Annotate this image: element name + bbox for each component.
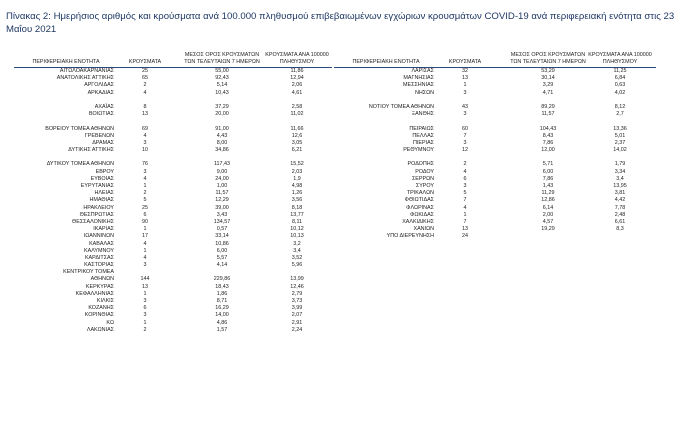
cases-cell: 5: [143, 197, 147, 204]
avg7-cell: 92,43: [215, 75, 229, 82]
avg7-cell: 1,86: [216, 290, 228, 297]
table-row: [334, 133, 656, 140]
per100k-cell: 4,61: [291, 89, 303, 96]
per100k-cell: 8,11: [291, 218, 303, 225]
region-cell: ΛΑΡΙΣΑΣ: [411, 68, 434, 74]
cases-cell: 3: [463, 111, 467, 118]
avg7-cell: 6,00: [542, 168, 554, 175]
cases-cell: 6: [463, 175, 467, 182]
cases-cell: 1: [143, 290, 147, 297]
region-cell: ΑΝΑΤΟΛΙΚΗΣ ΑΤΤΙΚΗΣ: [56, 75, 114, 82]
avg7-cell: 7,86: [542, 175, 554, 182]
avg7-cell: 2,00: [542, 211, 554, 218]
table-row: [334, 190, 656, 197]
per100k-cell: 11,02: [290, 111, 304, 118]
header-region: ΠΕΡΙΦΕΡΕΙΑΚΗ ΕΝΟΤΗΤΑ: [352, 59, 420, 65]
per100k-cell: 3,56: [291, 197, 303, 204]
avg7-cell: 18,43: [215, 283, 229, 290]
cases-cell: 43: [462, 103, 468, 110]
per100k-cell: 11,25: [613, 68, 627, 74]
cases-cell: 4: [143, 254, 147, 261]
avg7-cell: 1,43: [542, 183, 554, 189]
per100k-cell: 8,12: [614, 103, 626, 110]
avg7-cell: 7,86: [542, 139, 554, 146]
avg7-cell: 24,00: [215, 175, 229, 182]
avg7-cell: 5,14: [216, 82, 228, 89]
avg7-cell: 0,57: [216, 226, 228, 233]
table-row: [334, 176, 656, 183]
table-row: [334, 140, 656, 147]
cases-cell: 3: [143, 262, 147, 269]
cases-cell: 4: [143, 132, 147, 139]
table-row: [14, 147, 332, 154]
per100k-cell: 2,7: [616, 111, 624, 118]
avg7-cell: 11,57: [541, 111, 555, 118]
table-row: [14, 312, 332, 319]
region-cell: ΒΟΙΩΤΙΑΣ: [88, 111, 114, 118]
cases-cell: 4: [143, 175, 147, 182]
region-cell: ΚΑΛΥΜΝΟΥ: [84, 247, 114, 254]
region-cell: ΕΒΡΟΥ: [95, 168, 114, 175]
per100k-cell: 1,79: [614, 161, 626, 168]
table-row: [334, 126, 656, 133]
table-row: [334, 205, 656, 212]
table-row: [14, 126, 332, 133]
per100k-cell: 6,84: [614, 75, 626, 82]
cases-cell: 13: [462, 75, 468, 82]
table-row: [14, 226, 332, 233]
cases-cell: 69: [142, 125, 148, 132]
avg7-cell: 5,71: [542, 161, 554, 168]
region-cell: ΚΕΦΑΛΛΗΝΙΑΣ: [75, 290, 114, 297]
region-cell: ΔΡΑΜΑΣ: [92, 139, 114, 146]
region-cell: ΡΕΘΥΜΝΟΥ: [403, 147, 434, 154]
cases-cell: 4: [463, 204, 467, 211]
cases-cell: 3: [143, 168, 147, 175]
header-cases: ΚΡΟΥΣΜΑΤΑ: [128, 59, 162, 65]
region-cell: ΠΙΕΡΙΑΣ: [412, 139, 434, 146]
table-row: [14, 197, 332, 204]
region-cell: ΗΛΕΙΑΣ: [94, 190, 114, 197]
per100k-cell: 4,42: [614, 197, 626, 204]
region-cell: ΜΑΓΝΗΣΙΑΣ: [403, 75, 434, 82]
table-row: [14, 154, 332, 161]
region-cell: ΚΑΒΑΛΑΣ: [89, 240, 114, 247]
table-row: [14, 176, 332, 183]
table-row: [14, 276, 332, 283]
per100k-cell: 13,77: [290, 211, 304, 218]
table-row: [334, 233, 656, 240]
per100k-cell: 2,06: [291, 82, 303, 89]
cases-cell: 3: [463, 139, 467, 146]
cases-cell: 3: [143, 312, 147, 319]
region-cell: ΒΟΡΕΙΟΥ ΤΟΜΕΑ ΑΘΗΝΩΝ: [45, 125, 114, 132]
per100k-cell: 5,96: [291, 262, 303, 269]
per100k-cell: 13,95: [613, 183, 627, 189]
cases-cell: 1: [143, 319, 147, 326]
region-cell: ΔΥΤΙΚΗΣ ΑΤΤΙΚΗΣ: [68, 147, 114, 154]
region-cell: ΝΗΣΩΝ: [414, 89, 434, 96]
cases-cell: 1: [463, 211, 467, 218]
region-cell: ΦΛΩΡΙΝΑΣ: [406, 204, 434, 211]
region-cell: ΞΑΝΘΗΣ: [411, 111, 434, 118]
region-cell: ΕΥΡΥΤΑΝΙΑΣ: [80, 183, 114, 189]
cases-cell: 4: [143, 240, 147, 247]
cases-cell: 76: [142, 161, 148, 168]
cases-cell: 6: [143, 211, 147, 218]
table-row: [14, 75, 332, 82]
region-cell: ΚΟΡΙΝΘΙΑΣ: [84, 312, 114, 319]
per100k-cell: 15,52: [290, 161, 304, 168]
table-row: [14, 111, 332, 118]
cases-cell: 2: [143, 326, 147, 333]
per100k-cell: 11,66: [290, 125, 304, 132]
cases-cell: 1: [463, 82, 467, 89]
cases-cell: 25: [142, 204, 148, 211]
table-row: [334, 90, 656, 97]
region-cell: ΑΡΚΑΔΙΑΣ: [87, 89, 114, 96]
cases-cell: 4: [143, 89, 147, 96]
region-cell: ΠΕΛΛΑΣ: [412, 132, 434, 139]
left-table-header: [14, 47, 332, 68]
avg7-cell: 12,29: [215, 197, 229, 204]
cases-cell: 2: [143, 190, 147, 197]
table-row: [14, 269, 332, 276]
per100k-cell: 3,52: [291, 254, 303, 261]
per100k-cell: 8,3: [616, 226, 624, 233]
table-row: [14, 233, 332, 240]
table-row: [334, 161, 656, 168]
avg7-cell: 10,43: [215, 89, 229, 96]
cases-cell: 10: [142, 147, 148, 154]
per100k-cell: 3,81: [614, 190, 626, 197]
cases-cell: 4: [463, 168, 467, 175]
table-row: [14, 97, 332, 104]
per100k-cell: 5,01: [614, 132, 626, 139]
table-row: [334, 82, 656, 89]
region-cell: ΙΩΑΝΝΙΝΩΝ: [83, 233, 114, 240]
region-cell: ΓΡΕΒΕΝΩΝ: [84, 132, 114, 139]
avg7-cell: 11,29: [541, 190, 555, 197]
region-cell: ΦΘΙΩΤΙΔΑΣ: [404, 197, 434, 204]
region-cell: ΡΟΔΟΥ: [415, 168, 434, 175]
cases-cell: 1: [143, 183, 147, 189]
per100k-cell: 2,48: [614, 211, 626, 218]
table-row: [334, 226, 656, 233]
table-row: [14, 320, 332, 327]
region-cell: ΦΩΚΙΔΑΣ: [410, 211, 434, 218]
table-row: [14, 212, 332, 219]
avg7-cell: 4,86: [216, 319, 228, 326]
region-cell: ΔΥΤΙΚΟΥ ΤΟΜΕΑ ΑΘΗΝΩΝ: [46, 161, 114, 168]
per100k-cell: 3,73: [291, 298, 303, 304]
avg7-cell: 12,00: [541, 147, 555, 154]
cases-cell: 3: [463, 183, 467, 189]
region-cell: ΛΑΚΩΝΙΑΣ: [86, 326, 114, 333]
table-row: [334, 75, 656, 82]
table-row: [14, 305, 332, 312]
avg7-cell: 10,86: [215, 240, 229, 247]
cases-cell: 1: [143, 226, 147, 233]
avg7-cell: 53,29: [541, 68, 555, 74]
per100k-cell: 10,12: [290, 226, 304, 233]
avg7-cell: 91,00: [215, 125, 229, 132]
table-row: [14, 133, 332, 140]
per100k-cell: 13,36: [613, 125, 627, 132]
header-per100k: ΚΡΟΥΣΜΑΤΑ ΑΝΑ 100000 ΠΛΗΘΥΣΜΟΥ: [588, 52, 652, 65]
cases-cell: 12: [462, 147, 468, 154]
per100k-cell: 2,79: [291, 290, 303, 297]
cases-cell: 25: [142, 68, 148, 74]
cases-cell: 8: [143, 103, 147, 110]
per100k-cell: 13,99: [290, 276, 304, 283]
region-cell: ΧΑΛΚΙΔΙΚΗΣ: [402, 218, 434, 225]
table-row: [14, 140, 332, 147]
avg7-cell: 8,71: [216, 298, 228, 304]
table-row: [334, 154, 656, 161]
avg7-cell: 6,00: [216, 247, 228, 254]
region-cell: ΚΑΡΔΙΤΣΑΣ: [84, 254, 114, 261]
per100k-cell: 2,37: [614, 139, 626, 146]
avg7-cell: 229,86: [213, 276, 231, 283]
per100k-cell: 3,4: [293, 247, 301, 254]
avg7-cell: 3,43: [216, 211, 228, 218]
table-row: [14, 205, 332, 212]
header-region: ΠΕΡΙΦΕΡΕΙΑΚΗ ΕΝΟΤΗΤΑ: [32, 59, 100, 65]
table-row: [334, 219, 656, 226]
per100k-cell: 12,94: [290, 75, 304, 82]
avg7-cell: 4,71: [542, 89, 554, 96]
header-avg7: ΜΕΣΟΣ ΟΡΟΣ ΚΡΟΥΣΜΑΤΩΝ ΤΩΝ ΤΕΛΕΥΤΑΙΩΝ 7 ΗΜΕΡΩΝ: [184, 52, 260, 65]
region-cell: ΠΕΙΡΑΙΩΣ: [409, 125, 434, 132]
table-row: [14, 161, 332, 168]
cases-cell: 7: [463, 132, 467, 139]
region-cell: ΚΕΡΚΥΡΑΣ: [85, 283, 114, 290]
region-cell: ΚΕΝΤΡΙΚΟΥ ΤΟΜΕΑ: [63, 269, 114, 276]
header-cases: ΚΡΟΥΣΜΑΤΑ: [448, 59, 482, 65]
table-row: [334, 212, 656, 219]
table-row: [334, 197, 656, 204]
per100k-cell: 10,13: [290, 233, 304, 240]
cases-cell: 3: [463, 89, 467, 96]
avg7-cell: 14,00: [215, 312, 229, 319]
table-row: [334, 111, 656, 118]
per100k-cell: 2,58: [291, 103, 303, 110]
region-cell: ΚΟΖΑΝΗΣ: [88, 305, 114, 312]
region-cell: ΤΡΙΚΑΛΩΝ: [406, 190, 434, 197]
cases-cell: 13: [142, 283, 148, 290]
avg7-cell: 11,57: [215, 190, 229, 197]
per100k-cell: 11,86: [290, 68, 304, 74]
avg7-cell: 6,14: [542, 204, 554, 211]
avg7-cell: 33,14: [215, 233, 229, 240]
table-row: [14, 68, 332, 75]
cases-cell: 144: [140, 276, 150, 283]
region-cell: ΑΧΑΪΑΣ: [94, 103, 114, 110]
region-cell: ΑΙΤΩΛΟΑΚΑΡΝΑΝΙΑΣ: [59, 68, 114, 74]
avg7-cell: 55,00: [215, 68, 229, 74]
avg7-cell: 20,00: [215, 111, 229, 118]
per100k-cell: 12,46: [290, 283, 304, 290]
avg7-cell: 39,00: [215, 204, 229, 211]
avg7-cell: 1,00: [216, 183, 228, 189]
region-cell: ΝΟΤΙΟΥ ΤΟΜΕΑ ΑΘΗΝΩΝ: [368, 103, 434, 110]
table-caption: Πίνακας 2: Ημερήσιος αριθμός και κρούσματα ανά 100.000 πληθυσμού επιβεβαιωμένων εγχώριων κρουσμάτων COVID-19 ανά περιφερειακή ενότητα στις 23 Μαΐου 2021: [6, 11, 675, 35]
per100k-cell: 14,02: [613, 147, 627, 154]
avg7-cell: 9,00: [216, 168, 228, 175]
per100k-cell: 4,02: [614, 89, 626, 96]
right-table-body: [334, 68, 656, 241]
region-cell: ΕΥΒΟΙΑΣ: [90, 175, 114, 182]
avg7-cell: 34,86: [215, 147, 229, 154]
table-row: [334, 169, 656, 176]
avg7-cell: 12,86: [541, 197, 555, 204]
region-cell: ΚΩ: [106, 319, 114, 326]
region-cell: ΗΜΑΘΙΑΣ: [89, 197, 114, 204]
cases-cell: 13: [462, 226, 468, 233]
per100k-cell: 1,26: [291, 190, 303, 197]
region-cell: ΜΕΣΣΗΝΙΑΣ: [403, 82, 434, 89]
table-row: [334, 104, 656, 111]
cases-cell: 90: [142, 218, 148, 225]
per100k-cell: 2,03: [291, 168, 303, 175]
region-cell: ΚΑΣΤΟΡΙΑΣ: [84, 262, 114, 269]
avg7-cell: 30,14: [541, 75, 555, 82]
cases-cell: 32: [462, 68, 468, 74]
table-row: [14, 241, 332, 248]
region-cell: ΡΟΔΟΠΗΣ: [407, 161, 434, 168]
cases-cell: 3: [143, 298, 147, 304]
table-row: [334, 118, 656, 125]
region-cell: ΑΘΗΝΩΝ: [90, 276, 114, 283]
avg7-cell: 8,43: [542, 132, 554, 139]
avg7-cell: 104,43: [539, 125, 557, 132]
per100k-cell: 3,05: [291, 139, 303, 146]
cases-cell: 5: [463, 190, 467, 197]
table-row: [334, 183, 656, 190]
table-row: [14, 219, 332, 226]
left-table: [14, 47, 332, 334]
table-row: [334, 68, 656, 75]
region-cell: ΣΕΡΡΩΝ: [411, 175, 434, 182]
avg7-cell: 4,57: [542, 218, 554, 225]
region-cell: ΑΡΓΟΛΙΔΑΣ: [84, 82, 114, 89]
cases-cell: 7: [463, 218, 467, 225]
per100k-cell: 7,78: [614, 204, 626, 211]
region-cell: ΙΚΑΡΙΑΣ: [93, 226, 114, 233]
per100k-cell: 3,34: [614, 168, 626, 175]
cases-cell: 7: [463, 197, 467, 204]
cases-cell: 2: [143, 82, 147, 89]
avg7-cell: 134,57: [213, 218, 231, 225]
table-row: [14, 190, 332, 197]
table-row: [14, 104, 332, 111]
header-per100k: ΚΡΟΥΣΜΑΤΑ ΑΝΑ 100000 ΠΛΗΘΥΣΜΟΥ: [265, 52, 329, 65]
avg7-cell: 5,57: [216, 254, 228, 261]
avg7-cell: 19,29: [541, 226, 555, 233]
avg7-cell: 1,57: [216, 326, 228, 333]
cases-cell: 17: [142, 233, 148, 240]
avg7-cell: 4,14: [216, 262, 228, 269]
cases-cell: 24: [462, 233, 468, 240]
region-cell: ΘΕΣΣΑΛΟΝΙΚΗΣ: [72, 218, 114, 225]
per100k-cell: 12,6: [291, 132, 303, 139]
avg7-cell: 3,29: [542, 82, 554, 89]
per100k-cell: 3,4: [616, 175, 624, 182]
avg7-cell: 16,29: [215, 305, 229, 312]
right-table: [334, 47, 656, 241]
table-row: [14, 262, 332, 269]
left-table-body: [14, 68, 332, 334]
per100k-cell: 1,9: [293, 175, 301, 182]
region-cell: ΥΠΟ ΔΙΕΡΕΥΝΗΣΗ: [386, 233, 434, 240]
region-cell: ΚΙΛΚΙΣ: [96, 298, 114, 304]
table-row: [14, 255, 332, 262]
region-cell: ΗΡΑΚΛΕΙΟΥ: [83, 204, 114, 211]
cases-cell: 3: [143, 139, 147, 146]
region-cell: ΘΕΣΠΡΩΤΙΑΣ: [79, 211, 114, 218]
table-row: [334, 147, 656, 154]
cases-cell: 2: [463, 161, 467, 168]
table-row: [14, 118, 332, 125]
per100k-cell: 6,61: [614, 218, 626, 225]
cases-cell: 6: [143, 305, 147, 312]
per100k-cell: 2,91: [291, 319, 303, 326]
table-row: [14, 284, 332, 291]
table-row: [14, 327, 332, 334]
table-row: [14, 248, 332, 255]
per100k-cell: 0,63: [614, 82, 626, 89]
per100k-cell: 4,98: [291, 183, 303, 189]
avg7-cell: 89,29: [541, 103, 555, 110]
avg7-cell: 8,00: [216, 139, 228, 146]
table-row: [14, 298, 332, 305]
right-table-header: [334, 47, 656, 68]
region-cell: ΣΥΡΟΥ: [415, 183, 434, 189]
cases-cell: 65: [142, 75, 148, 82]
table-row: [14, 82, 332, 89]
per100k-cell: 2,24: [291, 326, 303, 333]
cases-cell: 13: [142, 111, 148, 118]
cases-cell: 1: [143, 247, 147, 254]
per100k-cell: 8,18: [291, 204, 303, 211]
table-row: [14, 169, 332, 176]
cases-cell: 60: [462, 125, 468, 132]
per100k-cell: 6,21: [291, 147, 303, 154]
region-cell: ΧΑΝΙΩΝ: [413, 226, 434, 233]
table-row: [14, 90, 332, 97]
table-row: [14, 183, 332, 190]
per100k-cell: 2,07: [291, 312, 303, 319]
avg7-cell: 4,43: [216, 132, 228, 139]
avg7-cell: 37,29: [215, 103, 229, 110]
header-avg7: ΜΕΣΟΣ ΟΡΟΣ ΚΡΟΥΣΜΑΤΩΝ ΤΩΝ ΤΕΛΕΥΤΑΙΩΝ 7 ΗΜΕΡΩΝ: [510, 52, 586, 65]
per100k-cell: 3,2: [293, 240, 301, 247]
table-row: [334, 97, 656, 104]
per100k-cell: 3,99: [291, 305, 303, 312]
table-row: [14, 291, 332, 298]
avg7-cell: 117,43: [213, 161, 231, 168]
